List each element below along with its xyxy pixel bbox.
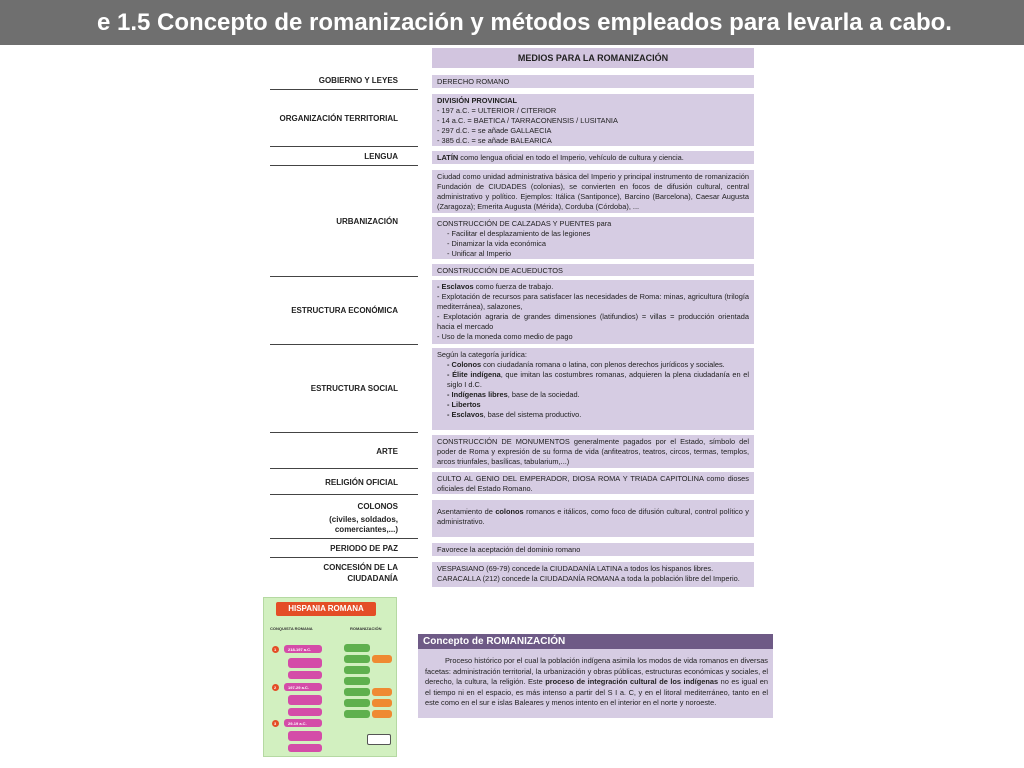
cat-arte: ARTE (376, 447, 398, 456)
box-social: Según la categoría jurídica: - Colonos con ciudadanía romana o latina, con plenos derechos jurídicos y sociales. - Élite indígena, que imitan las costumbres romanas, adquieren la plena ciudadanía en el siglo I d.C. - Indígenas libres, base de la sociedad. - Libertos - Esclavos, base del sistema productivo. (432, 348, 754, 430)
romanizacion-pill (344, 710, 370, 718)
box-concesion: VESPASIANO (69-79) concede la CIUDADANÍA LATINA a todos los hispanos libres. CARACALLA (212) concede la CIUDADANÍA ROMANA a toda la población libre del Imperio. (432, 562, 754, 587)
slide-header (0, 0, 1024, 45)
romanizacion-pill (372, 710, 392, 718)
hispania-title: HISPANIA ROMANA (276, 602, 376, 616)
romanizacion-pill (344, 644, 370, 652)
cat-lengua: LENGUA (364, 152, 398, 161)
box-urbanizacion-calzadas: CONSTRUCCIÓN DE CALZADAS Y PUENTES para - Facilitar el desplazamiento de las legiones - Dinamizar la vida económica - Unificar al Imperio (432, 217, 754, 259)
box-religion: CULTO AL GENIO DEL EMPERADOR, DIOSA ROMA Y TRIADA CAPITOLINA como dioses oficiales del Estado Romano. (432, 472, 754, 494)
romanizacion-pill (344, 655, 370, 663)
separator (270, 276, 418, 277)
license-badge-icon (367, 734, 391, 745)
concepto-text: Proceso histórico por el cual la población indígena asimila los modos de vida romanos en diversas facetas: administración territorial, la urbanización y obras públicas, estructuras económicas y sociales, el derecho, la cultura, la religión. Este proceso de integración cultural de los indígenas no es igual en el tiempo ni en el espacio, es más intenso a partir del S I a. C, y en el litoral mediterráneo, tanto en el este como en el sur e islas Baleares y menos intento en el interior en el norte y noroeste. (425, 656, 768, 707)
box-paz: Favorece la aceptación del dominio romano (432, 543, 754, 556)
romanizacion-pill (344, 677, 370, 685)
box-urbanizacion-acueductos: CONSTRUCCIÓN DE ACUEDUCTOS (432, 264, 754, 276)
timeline-pill (288, 731, 322, 741)
concepto-box (418, 634, 773, 718)
separator (270, 538, 418, 539)
separator (270, 468, 418, 469)
romanizacion-pill (344, 699, 370, 707)
romanizacion-pill (344, 688, 370, 696)
timeline-pill (288, 658, 322, 668)
box-urbanizacion-ciudades: Ciudad como unidad administrativa básica del Imperio y principal instrumento de romanización Fundación de CIUDADES (colonias), se convierten en focos de difusión cultural, central administrativo y político. Ejemplos: Itálica (Santiponce), Barcino (Barcelona), Caesar Augusta (Zaragoza); Emerita Augusta (Mérida), Corduba (Córdoba), ... (432, 170, 754, 213)
separator (270, 89, 418, 90)
cat-organizacion: ORGANIZACIÓN TERRITORIAL (279, 114, 398, 123)
box-lengua: LATÍN como lengua oficial en todo el Imperio, vehículo de cultura y ciencia. (432, 151, 754, 164)
table-title: MEDIOS PARA LA ROMANIZACIÓN (432, 48, 754, 68)
separator (270, 494, 418, 495)
cat-colonos-sub2: comerciantes,...) (334, 525, 398, 534)
cat-economica: ESTRUCTURA ECONÓMICA (291, 306, 398, 315)
separator (270, 165, 418, 166)
cat-social: ESTRUCTURA SOCIAL (310, 384, 398, 393)
hispania-left-header: CONQUISTA ROMANA (270, 626, 313, 631)
box-gobierno: DERECHO ROMANO (432, 75, 754, 88)
separator (270, 557, 418, 558)
cat-colonos: COLONOS (357, 502, 398, 511)
cat-concesion-1: CONCESIÓN DE LA (323, 563, 398, 572)
romanizacion-pill (372, 688, 392, 696)
timeline-pill (288, 708, 322, 716)
box-economica: - Esclavos como fuerza de trabajo. - Explotación de recursos para satisfacer las necesidades de Roma: minas, agricultura (trilogía mediterránea), salazones, - Explotación agraria de grandes dimensiones (latifundios) = villas = producción orientada hacia el mercado - Uso de la moneda como medio de pago (432, 280, 754, 344)
separator (270, 344, 418, 345)
timeline-pill (288, 744, 322, 752)
romanizacion-pill (372, 699, 392, 707)
cat-religion: RELIGIÓN OFICIAL (325, 478, 398, 487)
box-colonos: Asentamiento de colonos romanos e itálicos, como foco de difusión cultural, control político y administrativo. (432, 500, 754, 537)
box-organizacion: DIVISIÓN PROVINCIAL - 197 a.C. = ULTERIOR / CITERIOR - 14 a.C. = BAETICA / TARRACONENSIS / LUSITANIA - 297 d.C. = se añade GALLAECIA - 385 d.C. = se añade BALEARICA (432, 94, 754, 146)
timeline-pill (288, 671, 322, 679)
separator (270, 146, 418, 147)
slide-title: e 1.5 Concepto de romanización y métodos empleados para levarla a cabo. (97, 9, 952, 36)
hispania-romana-thumbnail: HISPANIA ROMANA CONQUISTA ROMANA ROMANIZACIÓN 1 218-197 a.C. 2 197-29 a.C. 3 29-19 a.C. (263, 597, 397, 757)
cat-urbanizacion: URBANIZACIÓN (336, 217, 398, 226)
hispania-right-header: ROMANIZACIÓN (350, 626, 382, 631)
timeline-pill (288, 695, 322, 705)
cat-paz: PERIODO DE PAZ (330, 544, 398, 553)
box-arte: CONSTRUCCIÓN DE MONUMENTOS generalmente pagados por el Estado, símbolo del poder de Roma y expresión de su forma de vida (anfiteatros, teatros, circos, termas, templos, arcos triunfales, basílicas, tabularium,...) (432, 435, 754, 468)
concepto-title: Concepto de ROMANIZACIÓN (418, 634, 773, 649)
romanizacion-pill (344, 666, 370, 674)
cat-gobierno: GOBIERNO Y LEYES (318, 76, 398, 85)
separator (270, 432, 418, 433)
cat-colonos-sub1: (civiles, soldados, (329, 515, 398, 524)
romanizacion-pill (372, 655, 392, 663)
cat-concesion-2: CIUDADANÍA (347, 574, 398, 583)
